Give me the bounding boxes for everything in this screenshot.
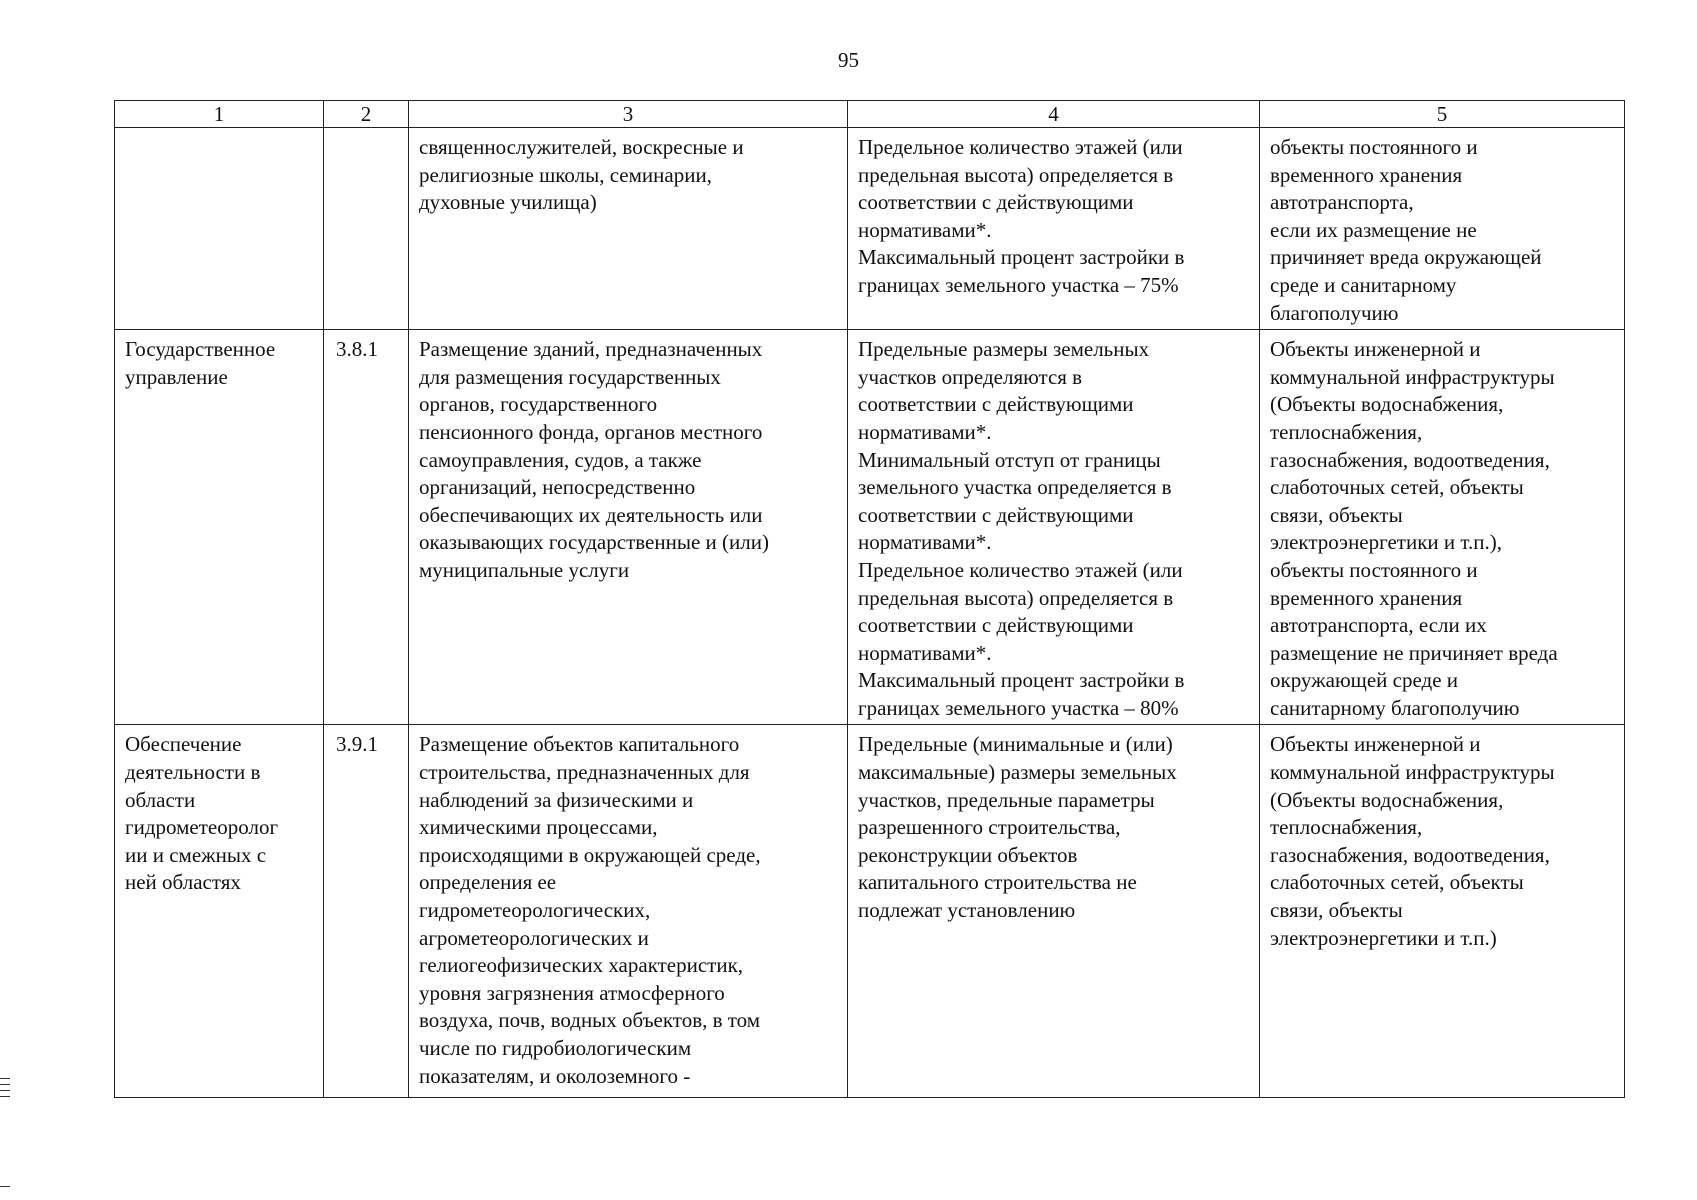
- cell-text-line: гидрометеоролог: [125, 815, 279, 840]
- use-parameters-cell: [848, 330, 1260, 725]
- cell-text-line: автотранспорта, если их: [1270, 613, 1487, 638]
- cell-text-line: временного хранения: [1270, 162, 1463, 187]
- use-code-cell: [324, 128, 409, 330]
- cell-text-line: Минимальный отступ от границы: [858, 447, 1161, 472]
- cell-text-line: если их размещение не: [1270, 217, 1477, 242]
- table-row: [115, 330, 1625, 725]
- cell-text-line: коммунальной инфраструктуры: [1270, 760, 1555, 785]
- cell-text-line: объекты постоянного и: [1270, 557, 1478, 582]
- header-col-5: 5: [1260, 101, 1625, 128]
- use-parameters-cell: [848, 128, 1260, 330]
- cell-text-line: самоуправления, судов, а также: [419, 447, 702, 472]
- cell-text-line: слаботочных сетей, объекты: [1270, 475, 1524, 500]
- cell-text-line: причиняет вреда окружающей: [1270, 245, 1542, 270]
- cell-text-line: Предельные (минимальные и (или): [858, 732, 1173, 757]
- use-name-cell: [115, 128, 324, 330]
- cell-text-line: Размещение объектов капитального: [419, 732, 740, 757]
- cell-text-line: пенсионного фонда, органов местного: [419, 419, 763, 444]
- cell-text-line: Объекты инженерной и: [1270, 337, 1481, 362]
- cell-text-line: Предельное количество этажей (или: [858, 135, 1183, 159]
- cell-text-line: ии и смежных с: [125, 842, 267, 867]
- cell-text-line: наблюдений за физическими и: [419, 787, 694, 812]
- cell-text-line: теплоснабжения,: [1270, 815, 1423, 840]
- header-col-2: 2: [324, 101, 409, 128]
- cell-text-line: автотранспорта,: [1270, 190, 1414, 215]
- cell-text-line: электроэнергетики и т.п.),: [1270, 530, 1502, 555]
- scan-edge-mark: [0, 1090, 10, 1091]
- cell-text-line: границах земельного участка – 75%: [858, 272, 1179, 297]
- cell-text-line: Размещение зданий, предназначенных: [419, 337, 763, 362]
- cell-text-line: санитарному благополучию: [1270, 695, 1520, 720]
- cell-text-line: деятельности в: [125, 760, 261, 785]
- cell-text-line: оказывающих государственные и (или): [419, 530, 769, 555]
- cell-text-line: предельная высота) определяется в: [858, 585, 1174, 610]
- cell-text-line: реконструкции объектов: [858, 842, 1078, 867]
- header-col-3: 3: [409, 101, 848, 128]
- cell-text-line: показателям, и околоземного -: [419, 1063, 691, 1088]
- cell-text-line: слаботочных сетей, объекты: [1270, 870, 1524, 895]
- cell-text-line: предельная высота) определяется в: [858, 162, 1174, 187]
- use-description-cell: [409, 128, 848, 330]
- cell-text-line: земельного участка определяется в: [858, 475, 1172, 500]
- cell-text-line: управление: [125, 364, 228, 389]
- auxiliary-uses-cell: [1260, 330, 1625, 725]
- header-row: [115, 101, 1625, 128]
- land-use-table: [114, 100, 1625, 1098]
- cell-text-line: газоснабжения, водоотведения,: [1270, 842, 1550, 867]
- cell-text-line: духовные училища): [419, 190, 597, 215]
- cell-text-line: электроэнергетики и т.п.): [1270, 925, 1497, 950]
- cell-text-line: границах земельного участка – 80%: [858, 695, 1179, 720]
- use-description-cell: [409, 725, 848, 1098]
- use-name-cell: [115, 330, 324, 725]
- cell-text-line: (Объекты водоснабжения,: [1270, 787, 1504, 812]
- cell-text-line: гелиогеофизических характеристик,: [419, 953, 744, 978]
- cell-text-line: разрешенного строительства,: [858, 815, 1121, 840]
- auxiliary-uses-cell: [1260, 725, 1625, 1098]
- cell-text-line: окружающей среде и: [1270, 668, 1459, 693]
- cell-text-line: теплоснабжения,: [1270, 419, 1423, 444]
- cell-text-line: нормативами*.: [858, 419, 992, 444]
- cell-text-line: ней областях: [125, 870, 241, 895]
- cell-text-line: Объекты инженерной и: [1270, 732, 1481, 757]
- cell-text-line: Максимальный процент застройки в: [858, 245, 1185, 270]
- cell-text-line: Предельное количество этажей (или: [858, 557, 1183, 582]
- cell-text-line: священнослужителей, воскресные и: [419, 135, 744, 159]
- cell-text-line: муниципальные услуги: [419, 557, 630, 582]
- scan-edge-mark: [0, 1186, 10, 1187]
- cell-text-line: коммунальной инфраструктуры: [1270, 364, 1555, 389]
- cell-text-line: нормативами*.: [858, 217, 992, 242]
- cell-text-line: соответствии с действующими: [858, 613, 1134, 638]
- cell-text-line: соответствии с действующими: [858, 392, 1134, 417]
- cell-text-line: участков, предельные параметры: [858, 787, 1155, 812]
- cell-text-line: химическими процессами,: [419, 815, 658, 840]
- cell-text-line: временного хранения: [1270, 585, 1463, 610]
- cell-text-line: капитального строительства не: [858, 870, 1137, 895]
- header-col-1: 1: [115, 101, 324, 128]
- cell-text-line: органов, государственного: [419, 392, 658, 417]
- use-code-cell: 3.8.1: [324, 330, 409, 725]
- cell-text-line: Государственное: [125, 337, 276, 362]
- cell-text-line: максимальные) размеры земельных: [858, 760, 1177, 785]
- cell-text-line: числе по гидробиологическим: [419, 1036, 692, 1060]
- cell-text-line: нормативами*.: [858, 640, 992, 665]
- cell-text-line: газоснабжения, водоотведения,: [1270, 447, 1550, 472]
- cell-text-line: строительства, предназначенных для: [419, 760, 750, 785]
- cell-text-line: благополучию: [1270, 300, 1399, 325]
- header-col-4: 4: [848, 101, 1260, 128]
- use-code-cell: 3.9.1: [324, 725, 409, 1098]
- table-row: [115, 725, 1625, 1098]
- cell-text-line: обеспечивающих их деятельность или: [419, 502, 763, 527]
- cell-text-line: объекты постоянного и: [1270, 135, 1478, 159]
- cell-text-line: среде и санитарному: [1270, 272, 1457, 297]
- cell-text-line: Обеспечение: [125, 732, 242, 757]
- cell-text-line: агрометеорологических и: [419, 925, 649, 950]
- cell-text-line: области: [125, 787, 196, 812]
- cell-text-line: размещение не причиняет вреда: [1270, 640, 1558, 665]
- cell-text-line: происходящими в окружающей среде,: [419, 842, 761, 867]
- cell-text-line: религиозные школы, семинарии,: [419, 162, 712, 187]
- cell-text-line: (Объекты водоснабжения,: [1270, 392, 1504, 417]
- scan-edge-mark: [0, 1084, 10, 1085]
- cell-text-line: связи, объекты: [1270, 898, 1403, 923]
- cell-text-line: определения ее: [419, 870, 557, 895]
- table-row: [115, 128, 1625, 330]
- cell-text-line: для размещения государственных: [419, 364, 721, 389]
- cell-text-line: уровня загрязнения атмосферного: [419, 980, 725, 1005]
- use-description-cell: [409, 330, 848, 725]
- cell-text-line: гидрометеорологических,: [419, 898, 651, 923]
- scan-edge-mark: [0, 1096, 10, 1097]
- cell-text-line: Максимальный процент застройки в: [858, 668, 1185, 693]
- cell-text-line: соответствии с действующими: [858, 190, 1134, 215]
- cell-text-line: подлежат установлению: [858, 898, 1076, 923]
- auxiliary-uses-cell: [1260, 128, 1625, 330]
- cell-text-line: связи, объекты: [1270, 502, 1403, 527]
- use-parameters-cell: [848, 725, 1260, 1098]
- cell-text-line: воздуха, почв, водных объектов, в том: [419, 1008, 761, 1033]
- use-name-cell: [115, 725, 324, 1098]
- cell-text-line: Предельные размеры земельных: [858, 337, 1150, 362]
- cell-text-line: организаций, непосредственно: [419, 475, 696, 500]
- page-number: 95: [838, 48, 859, 72]
- cell-text-line: соответствии с действующими: [858, 502, 1134, 527]
- cell-text-line: участков определяются в: [858, 364, 1083, 389]
- scan-edge-mark: [0, 1078, 10, 1079]
- cell-text-line: нормативами*.: [858, 530, 992, 555]
